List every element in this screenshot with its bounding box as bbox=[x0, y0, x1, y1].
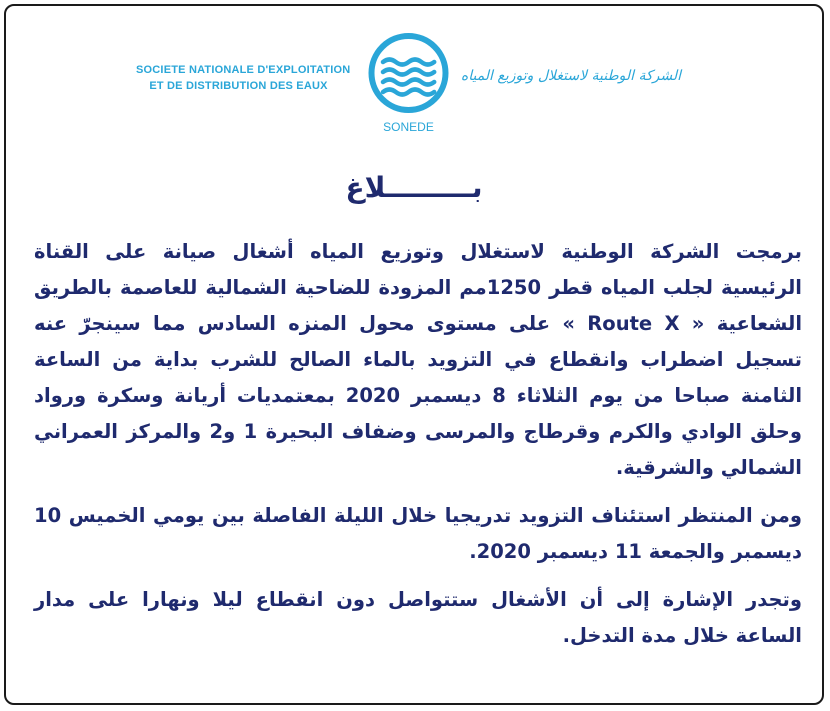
letterhead bbox=[6, 6, 822, 146]
notice-frame bbox=[4, 4, 824, 705]
notice-body bbox=[34, 234, 802, 666]
notice-paragraph-2: ومن المنتظر استئناف التزويد تدريجيا خلال الليلة الفاصلة بين يومي الخميس 10 ديسمبر والجمعة 11 ديسمبر 2020. bbox=[34, 504, 802, 563]
company-name-arabic: الشركة الوطنية لاستغلال وتوزيع المياه bbox=[460, 68, 681, 84]
water-waves-icon bbox=[383, 60, 434, 95]
company-name-french-line2: ET DE DISTRIBUTION DES EAUX bbox=[149, 80, 328, 92]
notice-paragraph-1: برمجت الشركة الوطنية لاستغلال وتوزيع المياه أشغال صيانة على القناة الرئيسية لجلب المياه قطر 1250مم المزودة للضاحية الشمالية للعاصمة بالطريق الشعاعية « Route X » على مستوى محول المنزه السادس مما سينجرّ عنه تسجيل اضطراب وانقطاع في التزويد بالماء الصالح للشرب بداية من الساعة الثامنة صباحا من يوم الثلاثاء 8 ديسمبر 2020 بمعتمديات أريانة وسكرة ورواد وحلق الوادي والكرم وقرطاج والمرسى وضفاف البحيرة 1 و2 والمركز العمراني الشمالي والشرقية. bbox=[34, 240, 803, 479]
notice-paragraph-3: وتجدر الإشارة إلى أن الأشغال ستتواصل دون انقطاع ليلا ونهارا على مدار الساعة خلال مدة التدخل. bbox=[34, 588, 802, 647]
logo-text: SONEDE bbox=[383, 120, 434, 134]
sonede-logo bbox=[361, 28, 456, 138]
notice-title: بـــــــــلاغ bbox=[345, 171, 483, 204]
company-name-french bbox=[136, 62, 351, 94]
company-name-french-line1: SOCIETE NATIONALE D'EXPLOITATION bbox=[136, 64, 351, 76]
